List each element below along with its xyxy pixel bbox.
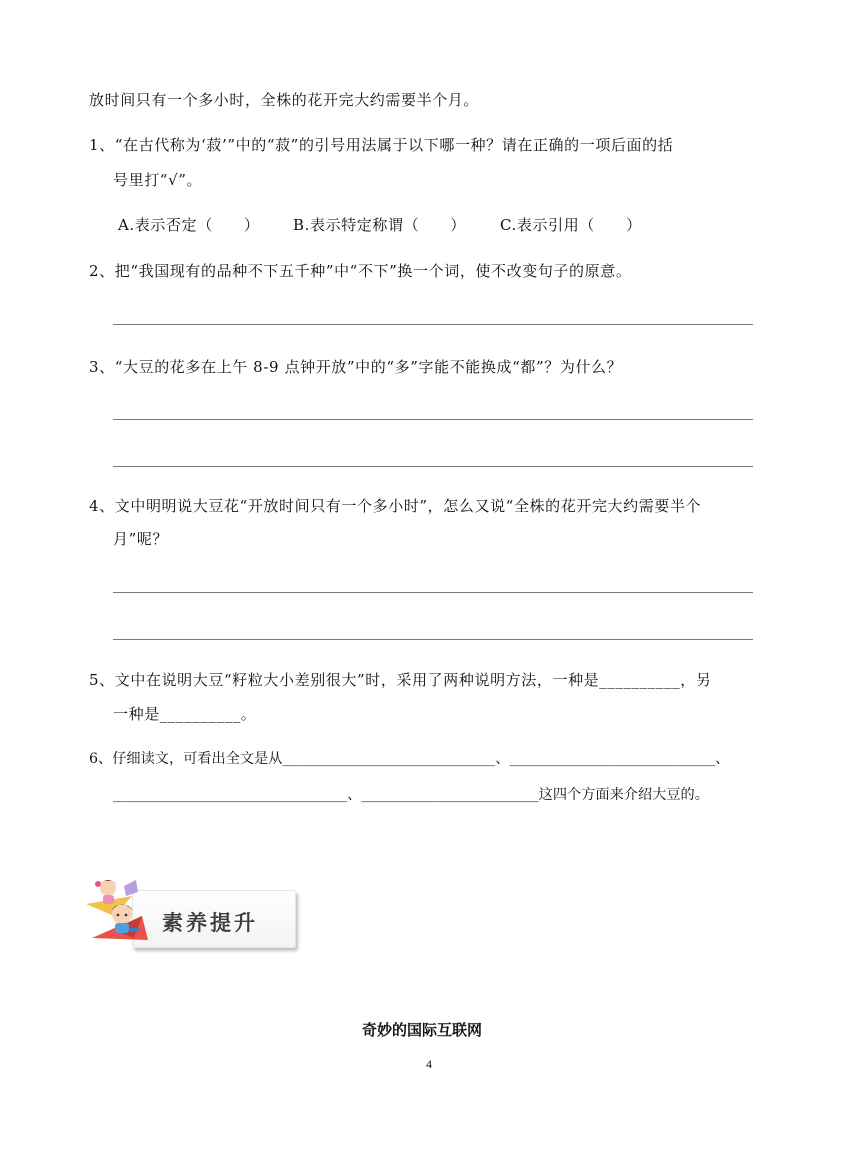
banner-label: 素养提升 [162,911,258,935]
section-title: 奇妙的国际互联网 [362,1021,483,1039]
answer-line [113,419,753,420]
question-5-line-2: 一种是__________。 [113,705,257,723]
question-1-line-1: 1、“在古代称为‘菽’”中的“菽”的引号用法属于以下哪一种？请在正确的一项后面的括 [89,136,674,154]
children-paper-plane-icon [84,876,164,950]
question-4-line-2: 月”呢？ [113,530,169,548]
answer-line [113,592,753,593]
question-6-line-2: _________________________________、_________________________这四个方面来介绍大豆的。 [113,787,709,803]
answer-line [113,639,753,640]
question-5-line-1: 5、文中在说明大豆“籽粒大小差别很大”时，采用了两种说明方法，一种是__________，另 [89,671,712,689]
option-c: C.表示引用（ ） [500,216,642,234]
option-b: B.表示特定称谓（ ） [293,216,466,234]
question-3: 3、“大豆的花多在上午 8-9 点钟开放”中的“多”字能不能换成“都”？为什么？ [89,358,623,376]
answer-line [113,324,753,325]
question-2: 2、把“我国现有的品种不下五千种”中“不下”换一个词，使不改变句子的原意。 [89,262,632,280]
answer-line [113,466,753,467]
option-a: A.表示否定（ ） [118,216,260,234]
question-4-line-1: 4、文中明明说大豆花“开放时间只有一个多小时”，怎么又说“全株的花开完大约需要半个 [89,497,702,515]
question-6-line-1: 6、仔细读文，可看出全文是从______________________________、_____________________________、 [89,751,730,767]
page-number: 4 [426,1057,432,1071]
text-line-continuation: 放时间只有一个多小时，全株的花开完大约需要半个月。 [89,91,480,109]
question-1-line-2: 号里打“√”。 [113,171,203,189]
section-banner [84,876,296,950]
